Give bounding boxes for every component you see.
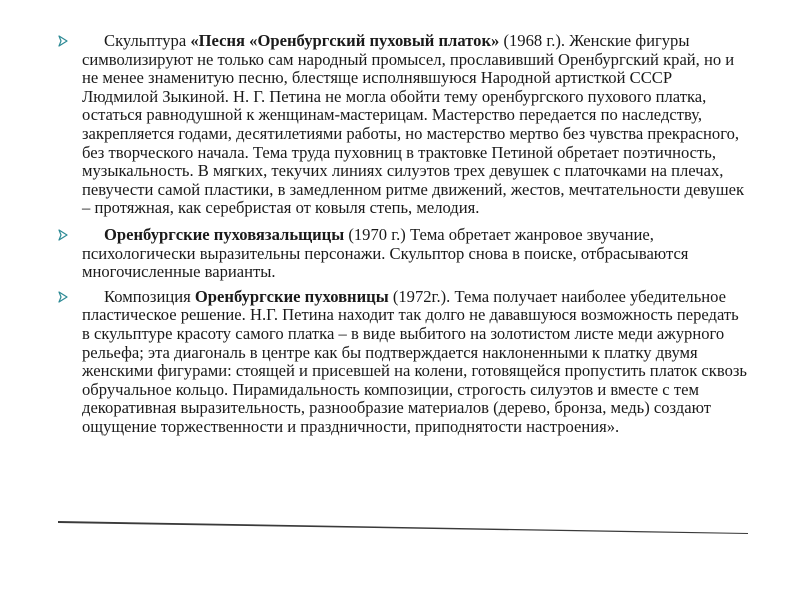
paragraph-down-workers <box>58 288 748 437</box>
artwork-title: Оренбургские пуховязальщицы <box>104 224 345 244</box>
paragraph-lead: Композиция <box>104 286 195 306</box>
bullet-arrow-icon <box>58 35 68 47</box>
paragraph-knitters <box>58 226 748 282</box>
paragraph-lead: Скульптура <box>104 31 191 50</box>
decorative-rule <box>58 520 748 534</box>
artwork-title: Оренбургские пуховницы <box>194 286 389 306</box>
paragraph-sculpture-song <box>58 32 748 218</box>
bullet-arrow-icon <box>58 229 68 241</box>
bullet-arrow-icon <box>58 291 68 303</box>
paragraph-text: (1968 г.). Женские фигуры символизируют не только сам народный промысел, прославивший Оренбургский край, но и не менее знаменитую песню, блестяще исполнявшуюся Народной артисткой СССР Людмилой Зыкиной. Н. Г. Петина не могла обойти тему оренбургского пухового платка, остаться равнодушной к женщинам-мастерицам. Мастерство передается по наследству, закрепляется годами, десятилетиями работы, но мастерство мертво без чувства прекрасного, без творческого начала. Тема труда пуховниц в трактовке Петиной обретает поэтичность, музыкальность. В мягких, текучих линиях силуэтов трех девушек с платочками на плечах, певучести самой пластики, в замедленном ритме движений, жестов, мечтательности девушек – протяжная, как серебристая от ковыля степь, мелодия. <box>82 31 745 218</box>
artwork-title: «Песня «Оренбургский пуховый платок» <box>190 31 500 50</box>
slide-body <box>58 32 748 444</box>
paragraph-text: (1970 г.) Тема обретает жанровое звучание, психологически выразительны персонажи. Скульптор снова в поиске, отбрасываются многочисленные варианты. <box>82 224 689 282</box>
paragraph-text: (1972г.). Тема получает наиболее убедительное пластическое решение. Н.Г. Петина находит так долго не дававшуюся возможность передать в скульптуре красоту самого платка – в виде выбитого на золотистом листе меди ажурного рельефа; эта диагональ в центре как бы подтверждается наклоненными к платку двумя женскими фигурами: стоящей и присевшей на колени, готовящейся пропустить платок сквозь обручальное кольцо. Пирамидальность композиции, строгость силуэтов и вместе с тем декоративная выразительность, разнообразие материалов (дерево, бронза, медь) создают ощущение торжественности и праздничности, приподнятости настроения». <box>82 286 748 436</box>
